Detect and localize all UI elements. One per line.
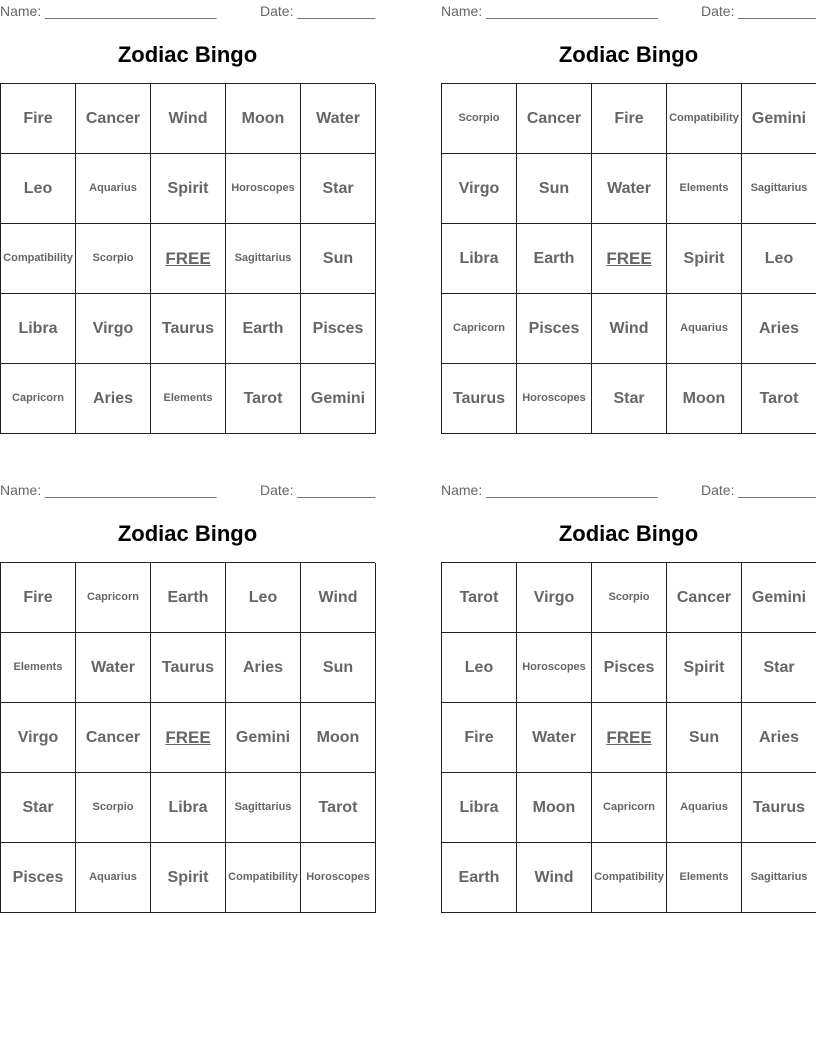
- bingo-cell: Moon: [226, 84, 301, 154]
- bingo-cell: Star: [301, 154, 376, 224]
- bingo-cell: Water: [517, 703, 592, 773]
- bingo-cell: Spirit: [151, 843, 226, 913]
- bingo-cell: Libra: [442, 224, 517, 294]
- bingo-cell: Gemini: [742, 84, 816, 154]
- bingo-cell: Virgo: [517, 563, 592, 633]
- date-field-label: Date: __________: [701, 3, 816, 19]
- bingo-cell: Horoscopes: [517, 364, 592, 434]
- bingo-cell: Sun: [301, 633, 376, 703]
- bingo-cell: Elements: [1, 633, 76, 703]
- bingo-cell: Moon: [301, 703, 376, 773]
- bingo-grid: [441, 83, 816, 434]
- name-field-label: Name: ______________________: [0, 3, 217, 19]
- bingo-cell: Spirit: [667, 224, 742, 294]
- free-space-cell: FREE: [151, 224, 226, 294]
- name-date-line: [441, 2, 816, 20]
- bingo-cell: Tarot: [442, 563, 517, 633]
- bingo-cell: Cancer: [76, 703, 151, 773]
- bingo-cell: Sun: [517, 154, 592, 224]
- bingo-cell: Libra: [1, 294, 76, 364]
- bingo-cell: Elements: [667, 843, 742, 913]
- name-field-label: Name: ______________________: [0, 482, 217, 498]
- bingo-cell: Capricorn: [76, 563, 151, 633]
- name-date-line: [441, 481, 816, 499]
- card-title: Zodiac Bingo: [558, 42, 699, 67]
- bingo-cell: Scorpio: [442, 84, 517, 154]
- date-field-label: Date: __________: [260, 482, 376, 498]
- free-space-cell: FREE: [151, 703, 226, 773]
- bingo-cell: Sagittarius: [742, 843, 816, 913]
- bingo-cell: Wind: [592, 294, 667, 364]
- bingo-cell: Star: [592, 364, 667, 434]
- name-date-line: [0, 2, 375, 20]
- bingo-cell: Aries: [226, 633, 301, 703]
- bingo-cell: Taurus: [742, 773, 816, 843]
- date-field-label: Date: __________: [260, 3, 376, 19]
- bingo-cell: Aries: [76, 364, 151, 434]
- bingo-cell: Fire: [442, 703, 517, 773]
- bingo-cell: Taurus: [151, 294, 226, 364]
- bingo-cell: Scorpio: [76, 224, 151, 294]
- bingo-grid: [0, 83, 375, 434]
- bingo-cell: Compatibility: [592, 843, 667, 913]
- bingo-cell: Fire: [1, 84, 76, 154]
- bingo-cell: Libra: [151, 773, 226, 843]
- bingo-cell: Sagittarius: [226, 773, 301, 843]
- bingo-cell: Star: [1, 773, 76, 843]
- bingo-cell: Aquarius: [76, 843, 151, 913]
- bingo-cell: Leo: [742, 224, 816, 294]
- bingo-cell: Water: [592, 154, 667, 224]
- bingo-cell: Compatibility: [667, 84, 742, 154]
- bingo-cell: Cancer: [76, 84, 151, 154]
- bingo-cell: Tarot: [301, 773, 376, 843]
- bingo-cell: Compatibility: [226, 843, 301, 913]
- card-title: Zodiac Bingo: [117, 521, 258, 546]
- bingo-cell: Sagittarius: [742, 154, 816, 224]
- bingo-cell: Horoscopes: [301, 843, 376, 913]
- bingo-cell: Elements: [667, 154, 742, 224]
- bingo-cell: Moon: [517, 773, 592, 843]
- bingo-cell: Wind: [151, 84, 226, 154]
- bingo-grid: [0, 562, 375, 913]
- bingo-cell: Sagittarius: [226, 224, 301, 294]
- bingo-cell: Sun: [667, 703, 742, 773]
- bingo-cell: Compatibility: [1, 224, 76, 294]
- bingo-cell: Spirit: [151, 154, 226, 224]
- bingo-cell: Earth: [442, 843, 517, 913]
- bingo-cell: Tarot: [226, 364, 301, 434]
- bingo-cell: Aries: [742, 703, 816, 773]
- bingo-cell: Wind: [517, 843, 592, 913]
- bingo-grid: [441, 562, 816, 913]
- bingo-cell: Gemini: [226, 703, 301, 773]
- bingo-cell: Aquarius: [667, 294, 742, 364]
- bingo-cell: Pisces: [1, 843, 76, 913]
- bingo-cell: Virgo: [442, 154, 517, 224]
- bingo-cell: Elements: [151, 364, 226, 434]
- bingo-cell: Wind: [301, 563, 376, 633]
- name-field-label: Name: ______________________: [441, 3, 658, 19]
- bingo-cell: Earth: [151, 563, 226, 633]
- bingo-cell: Pisces: [517, 294, 592, 364]
- free-space-cell: FREE: [592, 703, 667, 773]
- free-space-cell: FREE: [592, 224, 667, 294]
- bingo-cell: Virgo: [76, 294, 151, 364]
- bingo-cell: Capricorn: [592, 773, 667, 843]
- bingo-cell: Aries: [742, 294, 816, 364]
- bingo-cell: Leo: [226, 563, 301, 633]
- bingo-cell: Fire: [592, 84, 667, 154]
- bingo-cell: Water: [301, 84, 376, 154]
- bingo-cell: Sun: [301, 224, 376, 294]
- bingo-cell: Libra: [442, 773, 517, 843]
- date-field-label: Date: __________: [701, 482, 816, 498]
- bingo-cell: Earth: [517, 224, 592, 294]
- bingo-cell: Leo: [1, 154, 76, 224]
- bingo-cell: Capricorn: [1, 364, 76, 434]
- bingo-cell: Spirit: [667, 633, 742, 703]
- name-date-line: [0, 481, 375, 499]
- bingo-cell: Taurus: [151, 633, 226, 703]
- card-title: Zodiac Bingo: [558, 521, 699, 546]
- bingo-cell: Horoscopes: [226, 154, 301, 224]
- bingo-cell: Water: [76, 633, 151, 703]
- bingo-cell: Capricorn: [442, 294, 517, 364]
- bingo-cell: Scorpio: [592, 563, 667, 633]
- bingo-cell: Cancer: [517, 84, 592, 154]
- bingo-cell: Star: [742, 633, 816, 703]
- bingo-cell: Scorpio: [76, 773, 151, 843]
- bingo-cell: Cancer: [667, 563, 742, 633]
- bingo-cell: Pisces: [592, 633, 667, 703]
- bingo-cell: Taurus: [442, 364, 517, 434]
- bingo-cell: Pisces: [301, 294, 376, 364]
- bingo-cell: Fire: [1, 563, 76, 633]
- bingo-cell: Aquarius: [76, 154, 151, 224]
- bingo-cell: Gemini: [742, 563, 816, 633]
- card-title: Zodiac Bingo: [117, 42, 258, 67]
- bingo-cell: Tarot: [742, 364, 816, 434]
- bingo-cell: Gemini: [301, 364, 376, 434]
- bingo-cell: Virgo: [1, 703, 76, 773]
- bingo-cell: Leo: [442, 633, 517, 703]
- name-field-label: Name: ______________________: [441, 482, 658, 498]
- bingo-cell: Earth: [226, 294, 301, 364]
- bingo-cell: Moon: [667, 364, 742, 434]
- bingo-cell: Aquarius: [667, 773, 742, 843]
- bingo-cell: Horoscopes: [517, 633, 592, 703]
